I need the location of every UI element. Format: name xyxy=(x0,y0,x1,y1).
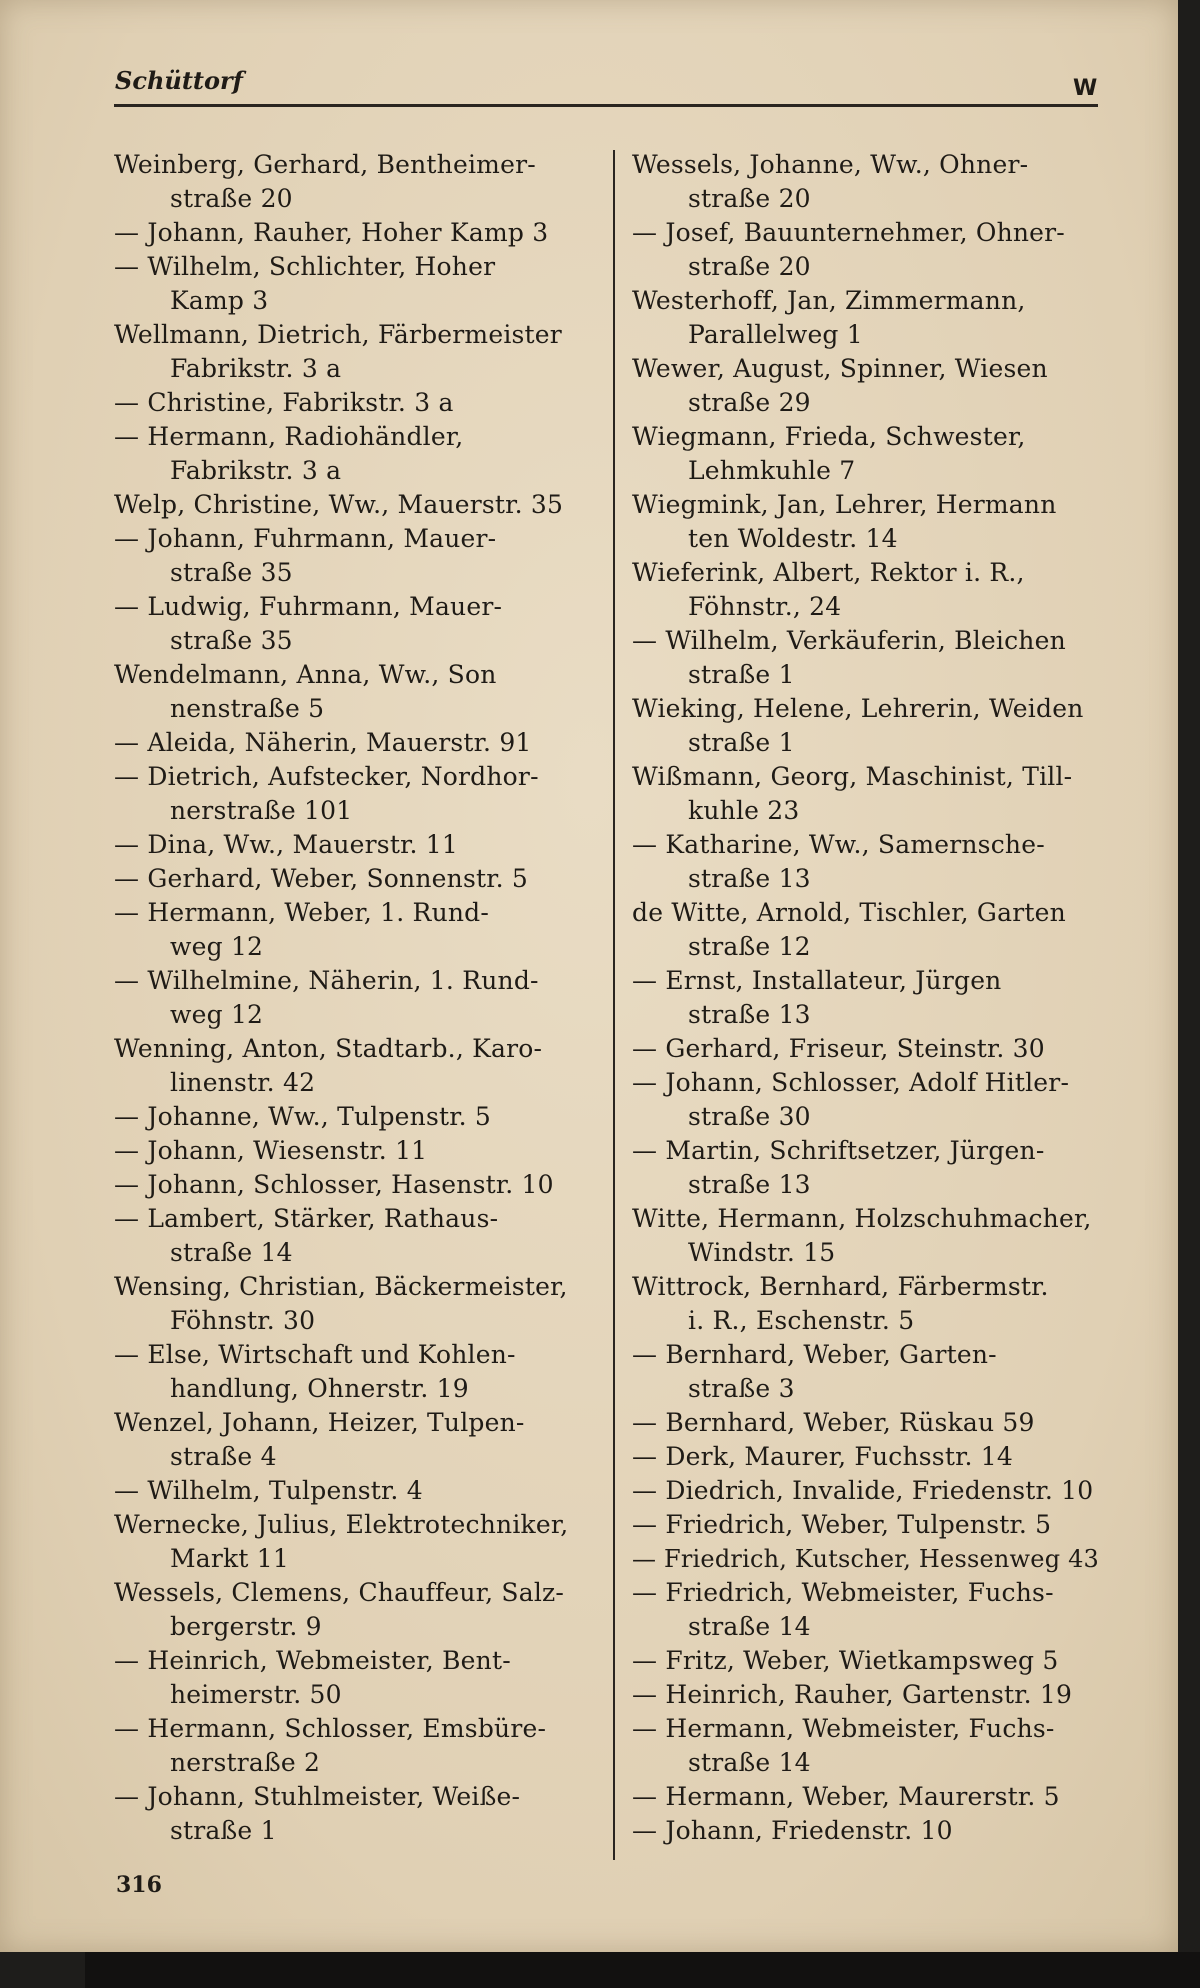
right-column xyxy=(632,148,1102,1848)
directory-entry-line: — Dina, Ww., Mauerstr. 11 xyxy=(114,830,458,859)
directory-entry-line: — Heinrich, Webmeister, Bent- xyxy=(114,1646,511,1675)
directory-entry-line: straße 12 xyxy=(688,932,811,961)
header-rule xyxy=(114,104,1098,107)
directory-entry-line: Wiegmann, Frieda, Schwester, xyxy=(632,422,1026,451)
directory-entry-line: straße 1 xyxy=(688,660,795,689)
directory-entry-line: straße 14 xyxy=(688,1612,811,1641)
directory-entry-line: straße 29 xyxy=(688,388,811,417)
directory-entry-line: Wewer, August, Spinner, Wiesen xyxy=(632,354,1048,383)
directory-entry-line: — Gerhard, Weber, Sonnenstr. 5 xyxy=(114,864,529,893)
directory-entry-line: — Hermann, Weber, Maurerstr. 5 xyxy=(632,1782,1060,1811)
directory-entry-line: Wessels, Clemens, Chauffeur, Salz- xyxy=(114,1578,565,1607)
directory-entry-line: straße 4 xyxy=(170,1442,277,1471)
directory-entry-line: — Friedrich, Kutscher, Hessenweg 43 xyxy=(632,1545,1100,1573)
directory-entry-line: — Christine, Fabrikstr. 3 a xyxy=(114,388,454,417)
running-head-town: Schüttorf xyxy=(115,66,243,95)
directory-entry-line: heimerstr. 50 xyxy=(170,1680,342,1709)
directory-entry-line: straße 20 xyxy=(688,252,811,281)
directory-entry-line: — Friedrich, Webmeister, Fuchs- xyxy=(632,1578,1054,1607)
directory-entry-line: Welp, Christine, Ww., Mauerstr. 35 xyxy=(114,490,564,519)
directory-entry-line: — Friedrich, Weber, Tulpenstr. 5 xyxy=(632,1510,1052,1539)
directory-entry-line: Wessels, Johanne, Ww., Ohner- xyxy=(632,150,1029,179)
directory-entry-line: — Johann, Stuhlmeister, Weiße- xyxy=(114,1782,521,1811)
directory-entry-line: Wendelmann, Anna, Ww., Son xyxy=(114,660,497,689)
directory-entry-line: ten Woldestr. 14 xyxy=(688,524,898,553)
directory-entry-line: straße 1 xyxy=(170,1816,277,1845)
column-divider xyxy=(613,150,615,1860)
directory-entry-line: — Hermann, Radiohändler, xyxy=(114,422,464,451)
directory-entry-line: — Josef, Bauunternehmer, Ohner- xyxy=(632,218,1065,247)
directory-entry-line: i. R., Eschenstr. 5 xyxy=(688,1306,915,1335)
directory-entry-line: — Johann, Rauher, Hoher Kamp 3 xyxy=(114,218,549,247)
directory-entry-line: — Hermann, Webmeister, Fuchs- xyxy=(632,1714,1055,1743)
directory-entry-line: — Derk, Maurer, Fuchsstr. 14 xyxy=(632,1442,1013,1471)
directory-entry-line: straße 14 xyxy=(170,1238,293,1267)
directory-entry-line: — Heinrich, Rauher, Gartenstr. 19 xyxy=(632,1680,1073,1709)
directory-entry-line: kuhle 23 xyxy=(688,796,800,825)
running-head-letter: W xyxy=(1073,76,1098,101)
directory-entry-line: — Johann, Wiesenstr. 11 xyxy=(114,1136,428,1165)
directory-entry-line: — Johanne, Ww., Tulpenstr. 5 xyxy=(114,1102,492,1131)
directory-entry-line: — Lambert, Stärker, Rathaus- xyxy=(114,1204,499,1233)
directory-entry-line: Wieferink, Albert, Rektor i. R., xyxy=(632,558,1025,587)
directory-entry-line: — Diedrich, Invalide, Friedenstr. 10 xyxy=(632,1476,1094,1505)
directory-entry-line: Wißmann, Georg, Maschinist, Till- xyxy=(632,762,1073,791)
directory-entry-line: straße 13 xyxy=(688,864,811,893)
directory-entry-line: — Johann, Fuhrmann, Mauer- xyxy=(114,524,497,553)
directory-entry-line: nerstraße 101 xyxy=(170,796,353,825)
directory-entry-line: straße 20 xyxy=(688,184,811,213)
directory-entry-line: straße 35 xyxy=(170,558,293,587)
directory-entry-line: — Ernst, Installateur, Jürgen xyxy=(632,966,1002,995)
directory-entry-line: straße 13 xyxy=(688,1170,811,1199)
directory-entry-line: Fabrikstr. 3 a xyxy=(170,354,342,383)
directory-entry-line: nerstraße 2 xyxy=(170,1748,321,1777)
directory-entry-line: Wieking, Helene, Lehrerin, Weiden xyxy=(632,694,1084,723)
directory-entry-line: nenstraße 5 xyxy=(170,694,325,723)
directory-entry-line: handlung, Ohnerstr. 19 xyxy=(170,1374,469,1403)
directory-entry-line: — Bernhard, Weber, Rüskau 59 xyxy=(632,1408,1035,1437)
directory-entry-line: — Hermann, Weber, 1. Rund- xyxy=(114,898,490,927)
directory-entry-line: Wernecke, Julius, Elektrotechniker, xyxy=(114,1510,569,1539)
directory-entry-line: Wensing, Christian, Bäckermeister, xyxy=(114,1272,568,1301)
directory-entry-line: straße 30 xyxy=(688,1102,811,1131)
directory-entry-line: — Katharine, Ww., Samernsche- xyxy=(632,830,1045,859)
directory-entry-line: — Wilhelm, Schlichter, Hoher xyxy=(114,252,496,281)
directory-entry-line: Föhnstr. 30 xyxy=(170,1306,316,1335)
directory-entry-line: Föhnstr., 24 xyxy=(688,592,842,621)
directory-entry-line: — Wilhelmine, Näherin, 1. Rund- xyxy=(114,966,539,995)
directory-entry-line: Wiegmink, Jan, Lehrer, Hermann xyxy=(632,490,1057,519)
directory-entry-line: Windstr. 15 xyxy=(688,1238,836,1267)
directory-entry-line: straße 3 xyxy=(688,1374,795,1403)
directory-entry-line: — Else, Wirtschaft und Kohlen- xyxy=(114,1340,516,1369)
left-column xyxy=(114,148,594,1848)
directory-entry-line: Wenning, Anton, Stadtarb., Karo- xyxy=(114,1034,543,1063)
directory-entry-line: — Ludwig, Fuhrmann, Mauer- xyxy=(114,592,503,621)
directory-entry-line: — Bernhard, Weber, Garten- xyxy=(632,1340,997,1369)
directory-entry-line: Wellmann, Dietrich, Färbermeister xyxy=(114,320,562,349)
directory-entry-line: Fabrikstr. 3 a xyxy=(170,456,342,485)
directory-entry-line: — Fritz, Weber, Wietkampsweg 5 xyxy=(632,1646,1059,1675)
directory-entry-line: — Dietrich, Aufstecker, Nordhor- xyxy=(114,762,539,791)
directory-entry-line: — Wilhelm, Tulpenstr. 4 xyxy=(114,1476,423,1505)
directory-entry-line: — Johann, Friedenstr. 10 xyxy=(632,1816,953,1845)
directory-entry-line: weg 12 xyxy=(170,1000,264,1029)
directory-entry-line: — Wilhelm, Verkäuferin, Bleichen xyxy=(632,626,1066,655)
directory-entry-line: bergerstr. 9 xyxy=(170,1612,322,1641)
directory-entry-line: — Martin, Schriftsetzer, Jürgen- xyxy=(632,1136,1045,1165)
directory-entry-line: linenstr. 42 xyxy=(170,1068,316,1097)
directory-entry-line: straße 1 xyxy=(688,728,795,757)
directory-entry-line: Kamp 3 xyxy=(170,286,269,315)
directory-entry-line: Wittrock, Bernhard, Färbermstr. xyxy=(632,1272,1049,1301)
directory-entry-line: — Hermann, Schlosser, Emsbüre- xyxy=(114,1714,547,1743)
directory-entry-line: — Aleida, Näherin, Mauerstr. 91 xyxy=(114,728,532,757)
directory-entry-line: straße 13 xyxy=(688,1000,811,1029)
directory-entry-line: Witte, Hermann, Holzschuhmacher, xyxy=(632,1204,1092,1233)
directory-entry-line: — Gerhard, Friseur, Steinstr. 30 xyxy=(632,1034,1045,1063)
directory-entry-line: Markt 11 xyxy=(170,1544,290,1573)
directory-entry-line: de Witte, Arnold, Tischler, Garten xyxy=(632,898,1066,927)
page-number: 316 xyxy=(116,1872,162,1898)
directory-entry-line: Westerhoff, Jan, Zimmermann, xyxy=(632,286,1026,315)
directory-entry-line: Parallelweg 1 xyxy=(688,320,863,349)
directory-entry-line: Wenzel, Johann, Heizer, Tulpen- xyxy=(114,1408,525,1437)
directory-entry-line: Weinberg, Gerhard, Bentheimer- xyxy=(114,150,536,179)
directory-entry-line: straße 35 xyxy=(170,626,293,655)
directory-entry-line: — Johann, Schlosser, Hasenstr. 10 xyxy=(114,1170,554,1199)
scan-edge xyxy=(85,1952,1200,1988)
directory-entry-line: Lehmkuhle 7 xyxy=(688,456,856,485)
directory-entry-line: straße 20 xyxy=(170,184,293,213)
directory-entry-line: — Johann, Schlosser, Adolf Hitler- xyxy=(632,1068,1070,1097)
directory-entry-line: weg 12 xyxy=(170,932,264,961)
directory-entry-line: straße 14 xyxy=(688,1748,811,1777)
